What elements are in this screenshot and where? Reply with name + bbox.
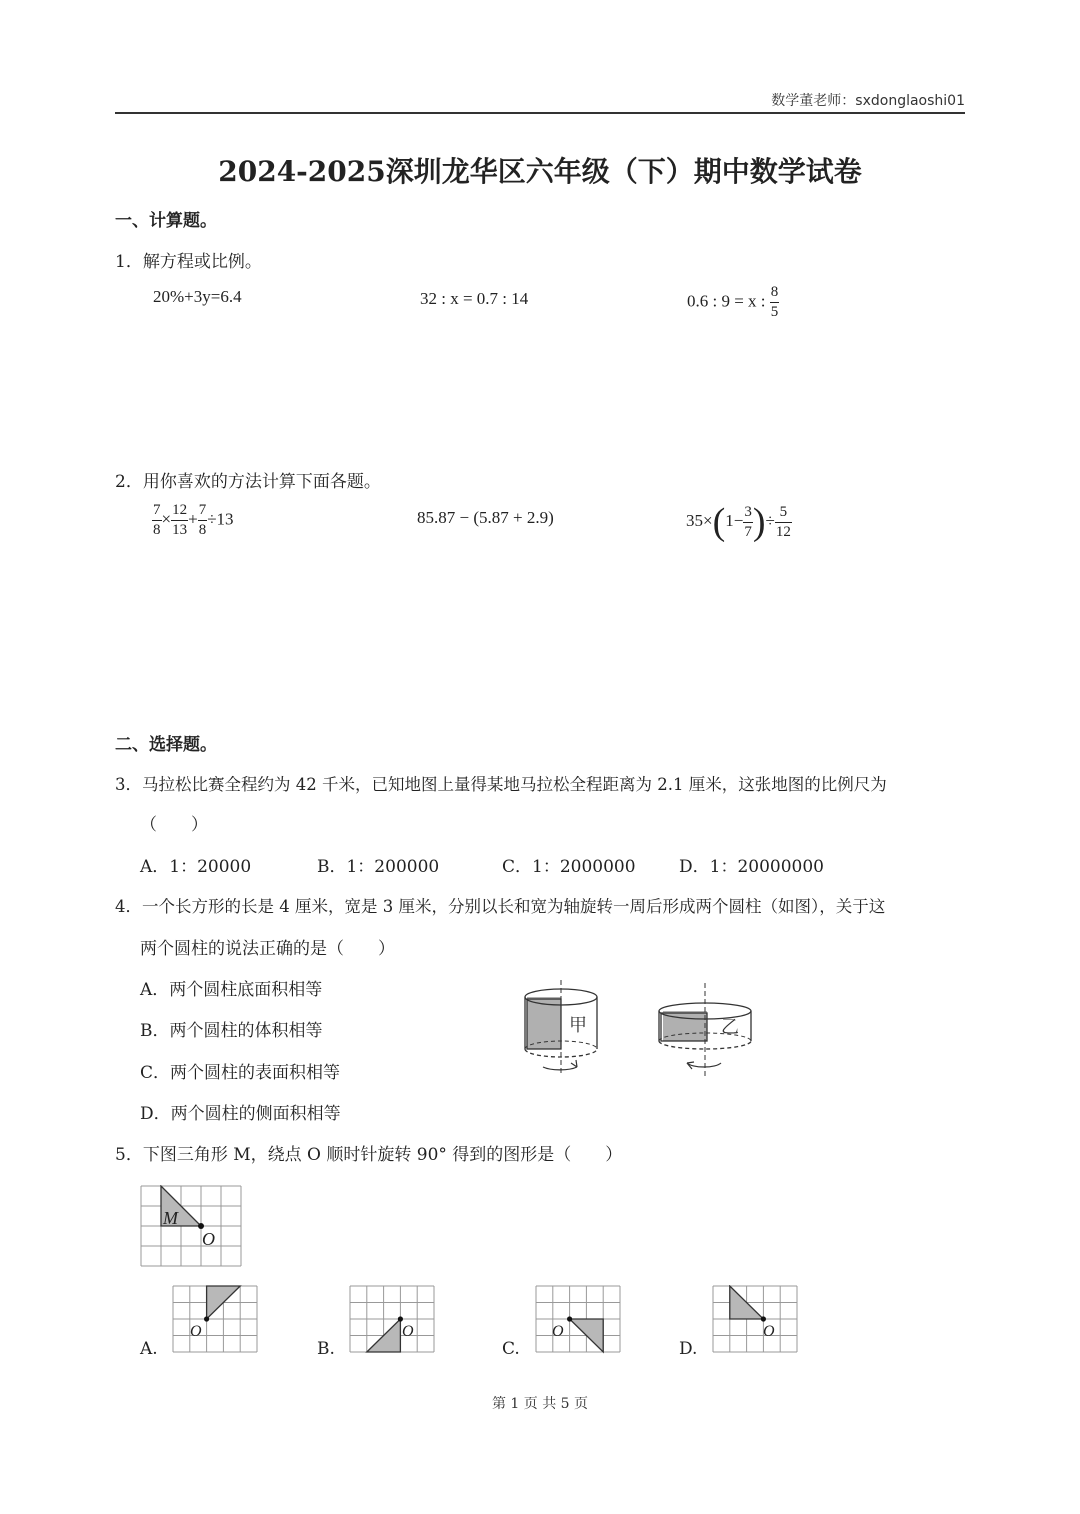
q2-e3-frac-1	[743, 505, 753, 540]
q5-option-b-grid[interactable]	[349, 1285, 435, 1355]
q5-b-o-label: O	[402, 1323, 414, 1340]
q2-expression-1	[152, 503, 234, 538]
q2-e1-tail: ÷13	[207, 509, 234, 529]
q2-e3-num-1: 3	[743, 505, 753, 523]
q2-e3-den-1: 7	[744, 523, 752, 540]
q2-e1-num-3: 7	[198, 503, 208, 521]
q2-e3-paren-open: (	[712, 501, 726, 543]
q4-option-a[interactable]: A．两个圆柱底面积相等	[140, 980, 323, 1000]
q5-option-d-label[interactable]: D.	[679, 1339, 698, 1359]
cylinder-jia-label: 甲	[569, 1015, 587, 1035]
q2-expression-3	[686, 503, 792, 541]
q4-stem-line-1: 4．一个长方形的长是 4 厘米，宽是 3 厘米，分别以长和宽为轴旋转一周后形成两个圆柱（如图），关于这	[115, 897, 886, 916]
q2-e1-frac-1	[152, 503, 162, 538]
q2-e3-frac-2	[775, 505, 792, 540]
point-o-label: O	[202, 1229, 215, 1249]
q3-blank: （ ）	[140, 815, 208, 835]
q3-option-a[interactable]: A．1：20000	[140, 857, 252, 877]
q1-eq3-fraction	[770, 285, 780, 320]
q2-e3-inner: 1−	[725, 510, 744, 530]
q3-option-d[interactable]: D．1：20000000	[679, 857, 824, 877]
q1-stem: 1．解方程或比例。	[115, 252, 262, 272]
q3-option-b[interactable]: B．1：200000	[317, 857, 440, 877]
q5-a-o-label: O	[190, 1323, 202, 1340]
q4-option-d[interactable]: D．两个圆柱的侧面积相等	[140, 1104, 341, 1124]
q1-eq3-denominator: 5	[770, 304, 779, 320]
q2-e3-den-2: 12	[775, 523, 791, 540]
q2-e3-divide: ÷	[765, 510, 775, 530]
q2-e3-num-2: 5	[775, 505, 792, 523]
q4-cylinders-figure	[515, 975, 765, 1085]
q2-e3-paren-close: )	[752, 501, 766, 543]
q2-e1-den-1: 8	[153, 522, 161, 538]
q2-e1-plus: +	[188, 509, 198, 529]
section-2-heading: 二、选择题。	[115, 735, 217, 755]
triangle-m-label: M	[163, 1208, 178, 1228]
page-footer: 第 1 页 共 5 页	[491, 1396, 589, 1412]
cylinder-jia	[525, 980, 597, 1075]
cylinder-yi	[659, 983, 751, 1077]
q5-option-c-grid[interactable]	[535, 1285, 621, 1355]
q5-d-o-label: O	[763, 1323, 775, 1340]
q5-option-c-label[interactable]: C.	[502, 1339, 520, 1359]
section-1-heading: 一、计算题。	[115, 211, 217, 231]
q2-e1-times: ×	[161, 509, 172, 529]
q5-stem: 5．下图三角形 M，绕点 O 顺时针旋转 90° 得到的图形是（ ）	[115, 1145, 623, 1165]
q1-eq3-prefix: 0.6 : 9 = x :	[687, 291, 766, 311]
q3-option-c[interactable]: C．1：2000000	[502, 857, 636, 877]
q2-e1-frac-2	[171, 503, 188, 538]
q5-original-grid	[140, 1185, 244, 1269]
q5-option-b-label[interactable]: B.	[317, 1339, 335, 1359]
q1-equation-3	[687, 285, 779, 320]
q2-e1-den-3: 8	[198, 522, 207, 538]
q5-option-a-label[interactable]: A.	[140, 1339, 158, 1359]
q5-option-a-grid[interactable]	[172, 1285, 258, 1355]
q4-stem-line-2: 两个圆柱的说法正确的是（ ）	[140, 939, 395, 959]
header-rule	[115, 112, 965, 114]
q4-option-c[interactable]: C．两个圆柱的表面积相等	[140, 1063, 341, 1083]
q1-equation-1: 20%+3y=6.4	[153, 287, 242, 306]
q5-option-d-grid[interactable]	[712, 1285, 798, 1355]
q4-option-b[interactable]: B．两个圆柱的体积相等	[140, 1021, 323, 1041]
q2-e1-den-2: 13	[172, 522, 188, 538]
q2-e1-num-1: 7	[152, 503, 162, 521]
page-title: 2024-2025深圳龙华区六年级（下）期中数学试卷	[218, 155, 862, 188]
q1-equation-2: 32 : x = 0.7 : 14	[420, 289, 529, 308]
q3-stem: 3．马拉松比赛全程约为 42 千米，已知地图上量得某地马拉松全程距离为 2.1 厘米，这张地图的比例尺为	[115, 775, 887, 794]
q2-expression-2: 85.87 − (5.87 + 2.9)	[417, 508, 554, 527]
q1-eq3-numerator: 8	[770, 285, 780, 303]
header-author: 数学董老师：sxdonglaoshi01	[771, 93, 965, 109]
cylinder-yi-label: 乙	[721, 1017, 739, 1037]
q2-e1-frac-3	[198, 503, 208, 538]
q2-e1-num-2: 12	[171, 503, 188, 521]
q5-c-o-label: O	[552, 1323, 564, 1340]
q2-e3-prefix: 35×	[686, 510, 713, 530]
q2-stem: 2．用你喜欢的方法计算下面各题。	[115, 472, 381, 492]
